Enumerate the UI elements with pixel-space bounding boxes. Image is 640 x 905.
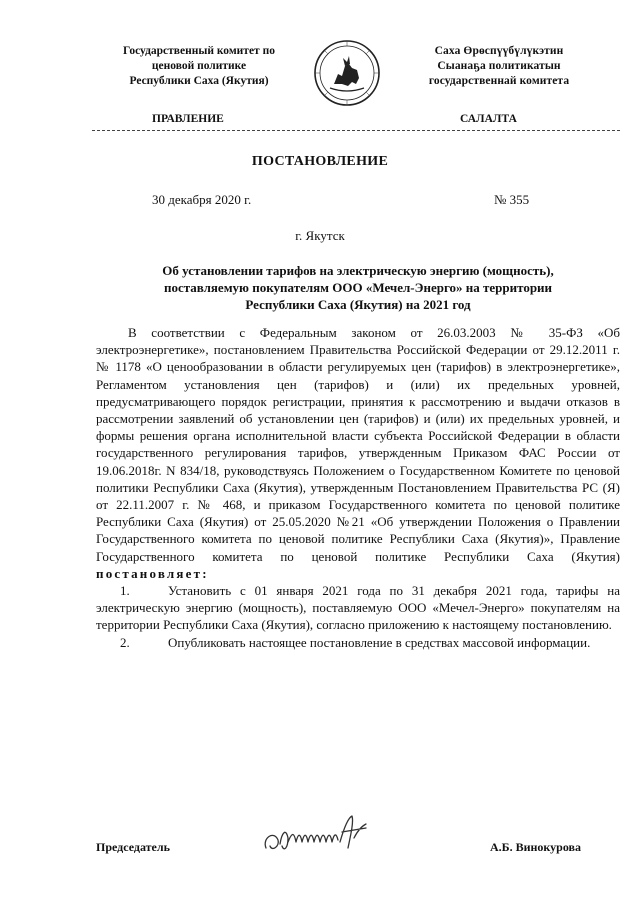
document-subject: [96, 262, 620, 313]
preamble-paragraph: [96, 324, 620, 582]
header-left-line: ценовой политике: [151, 60, 247, 72]
document-title: ПОСТАНОВЛЕНИЕ: [251, 154, 389, 169]
header-right-line: Сыанаҕа политикатын: [437, 60, 561, 72]
signatory-name: А.Б. Винокурова: [490, 840, 582, 854]
header-right-line: Саха Өрөспүүбүлүкэтин: [434, 45, 564, 57]
sakha-coat-of-arms-icon: [312, 38, 382, 108]
subject-line: Республики Саха (Якутия) на 2021 год: [245, 297, 471, 312]
item-text: Опубликовать настоящее постановление в средствах массовой информации.: [168, 634, 591, 650]
document-body: [96, 324, 620, 651]
header-left-line: Республики Саха (Якутия): [129, 75, 269, 87]
resolves-word: постановляет:: [96, 565, 209, 581]
item-number: 1.: [120, 583, 130, 599]
subject-line: Об установлении тарифов на электрическую энергию (мощность),: [162, 263, 554, 278]
header-right-line: государственнай комитета: [428, 75, 570, 87]
list-item: [96, 582, 620, 634]
header-left-org: [96, 44, 302, 89]
signatory-position: Председатель: [96, 840, 170, 854]
header-right-org: [386, 44, 612, 89]
item-number: 2.: [120, 634, 130, 650]
header-left-line: Государственный комитет по: [123, 45, 275, 57]
document-number: № 355: [494, 192, 530, 207]
list-item: [96, 634, 620, 651]
header-right-board: САЛАЛТА: [460, 113, 517, 125]
document-city: г. Якутск: [295, 228, 345, 243]
document-date: 30 декабря 2020 г.: [152, 192, 252, 207]
subject-line: поставляемую покупателям ООО «Мечел-Энерго» на территории: [163, 280, 553, 295]
header-left-board: ПРАВЛЕНИЕ: [152, 113, 224, 125]
preamble-text: В соответствии с Федеральным законом от 26.03.2003 № 35-ФЗ «Об электроэнергетике», постановлением Правительства Российской Федерации от 29.12.2011 г. № 1178 «О ценообразовании в области регулируемых цен (тарифов) в электроэнергетике», Регламентом установления цен (тарифов) и (или) их предельных уровней, предусматривающего порядок регистрации, принятия к рассмотрению и выдачи отказов в рассмотрении заявлений об установлении цен (тарифов) и (или) их предельных уровней, и формы решения органа исполнительной власти субъекта Российской Федерации в области государственного регулирования тарифов, утвержденным Приказом ФАС России от 19.06.2018г. N 834/18, руководствуясь Положением о Государственном Комитете по ценовой политики Республики Саха (Якутия), утвержденным Постановлением Правительства РС (Я) от 22.11.2007 г. № 468, и приказом Государственного комитета по ценовой политике Республики Саха (Якутия) от 25.05.2020 №21 «Об утверждении Положения о Правлении Государственного комитета по ценовой политике Республики Саха (Якутия)», Правление Государственного комитета по ценовой политике Республики Саха (Якутия): [96, 325, 620, 564]
item-text: Установить с 01 января 2021 года по 31 декабря 2021 года, тарифы на электрическую энергию (мощность), поставляемую ООО «Мечел-Энерго» покупателям на территории Республики Саха (Якутия), согласно приложению к настоящему постановлению.: [96, 583, 620, 633]
handwritten-signature-icon: [258, 808, 388, 864]
header-divider: [92, 130, 620, 131]
